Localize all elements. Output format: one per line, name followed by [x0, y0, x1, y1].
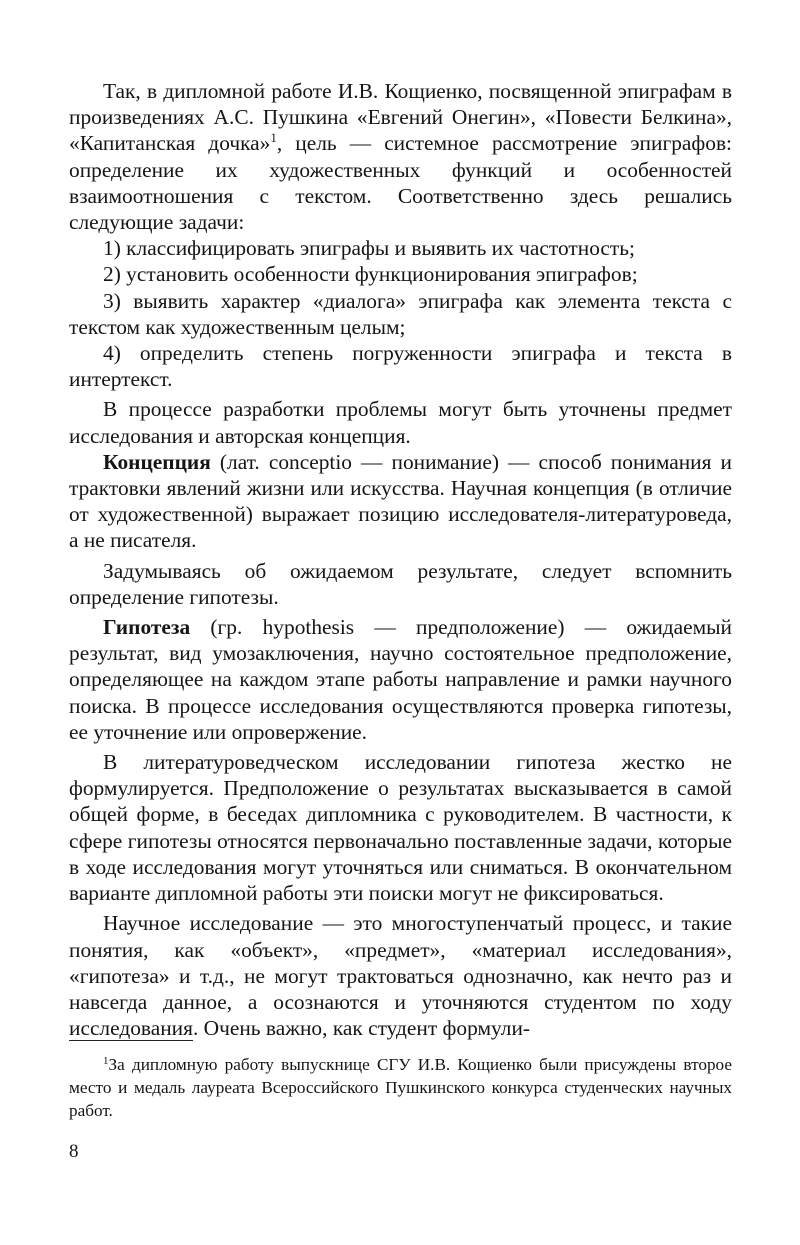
footnote	[69, 1053, 732, 1122]
paragraph-literary-research: В литературоведческом исследовании гипотеза жестко не формулируется. Предположение о результатах высказывается в самой общей форме, в беседах дипломника с руководителем. В частности, к сфере гипотезы относятся первоначально поставленные задачи, которые в ходе исследования могут уточняться или сниматься. В окончательном варианте дипломной работы эти поиски могут не фиксироваться.	[69, 750, 732, 906]
hypothesis-definition-text: (гр. hypothesis — предположение) — ожидаемый результат, вид умозаключения, научно состоятельное предположение, определяющее на каждом этапе работы направление и рамки научного поиска. В процессе исследования осуществляются проверка гипотезы, ее уточнение или опровержение.	[69, 615, 732, 744]
footnote-text	[69, 1053, 732, 1122]
term-hypothesis: Гипотеза	[103, 615, 191, 640]
main-text	[69, 78, 732, 1041]
paragraph-hypothesis-definition	[69, 614, 732, 745]
task-item-2: 2) установить особенности функционирования эпиграфов;	[103, 262, 638, 287]
paragraph-concept-definition	[69, 449, 732, 554]
paragraph-expected-result: Задумываясь об ожидаемом результате, следует вспомнить определение гипотезы.	[69, 558, 732, 609]
term-concept: Концепция	[103, 449, 211, 474]
paragraph-refinement: В процессе разработки проблемы могут быть уточнены предмет исследования и авторская концепция.	[69, 397, 732, 448]
task-item-3: 3) выявить характер «диалога» эпиграфа как элемента текста с текстом как художественным целым;	[69, 288, 732, 339]
paragraph-intro-continuation: , цель — системное рассмотрение эпиграфов: определение их художественных функций и особенностей взаимоотношения с текстом. Соответственно здесь решались следующие задачи:	[69, 131, 733, 235]
page-number: 8	[69, 1141, 79, 1162]
paragraph-research-process: Научное исследование — это многоступенчатый процесс, и такие понятия, как «объект», «предмет», «материал исследования», «гипотеза» и т.д., не могут трактоваться однозначно, как нечто раз и навсегда данное, а осознаются и уточняются студентом по ходу исследования. Очень важно, как студент формули-	[69, 911, 732, 1041]
task-item-4: 4) определить степень погруженности эпиграфа и текста в интертекст.	[69, 341, 732, 392]
footnote-marker: 1	[103, 1055, 109, 1067]
footnote-body: За дипломную работу выпускнице СГУ И.В. Кощиенко были присуждены второе место и медаль лауреата Всероссийского Пушкинского конкурса студенческих научных работ.	[69, 1055, 732, 1120]
paragraph-intro-text: Так, в дипломной работе И.В. Кощиенко, посвященной эпиграфам в произведениях А.С. Пушкина «Евгений Онегин», «Повести Белкина», «Капитанская дочка»	[69, 79, 732, 156]
footnote-reference: 1	[270, 130, 277, 146]
footnote-divider	[69, 1040, 193, 1041]
task-item-1: 1) классифицировать эпиграфы и выявить их частотность;	[103, 236, 635, 261]
paragraph-intro	[69, 78, 732, 235]
concept-definition-text: (лат. conceptio — понимание) — способ понимания и трактовки явлений жизни или искусства. Научная концепция (в отличие от художественной) выражает позицию исследователя-литературоведа, а не писателя.	[69, 449, 732, 553]
